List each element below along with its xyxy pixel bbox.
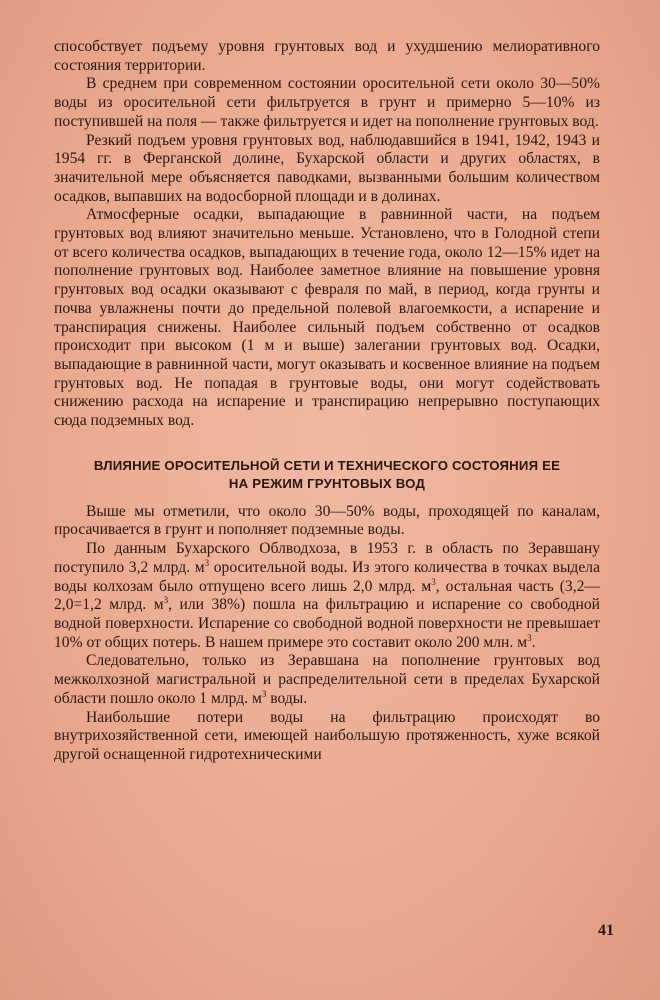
paragraph-7-part-a: Следовательно, только из Зеравшана на пополнение грунтовых вод межколхозной магистральной и распределительной сети в пределах Бухарской области пошло около 1 млрд. м [54,652,600,707]
paragraph-5: Выше мы отметили, что около 30—50% воды, проходящей по каналам, просачивается в грунт и пополняет подземные воды. [54,502,600,539]
paragraph-6-part-c: , остальная часть (3,2—2,0=1,2 млрд. м [54,577,600,614]
paragraph-1: способствует подъему уровня грунтовых вод и ухудшению мелиоративного состояния территории. [54,38,600,74]
section-heading-line-1: ВЛИЯНИЕ ОРОСИТЕЛЬНОЙ СЕТИ И ТЕХНИЧЕСКОГО СОСТОЯНИЯ ЕЕ [93,457,561,473]
page-number: 41 [598,922,614,939]
paragraph-6 [54,540,600,652]
paragraph-7-part-b: воды. [266,689,308,707]
superscript-3: 3 [431,576,436,587]
paragraph-6-part-d: , или 38%) пошла на фильтрацию и испарение со свободной водной поверхности. Испарение со свободной водной поверхности не превышает 10% от общих потерь. В нашем примере это составит около 200 млн. м [54,596,600,651]
superscript-3: 3 [163,595,169,606]
superscript-3: 3 [527,632,532,643]
paragraph-4: Атмосферные осадки, выпадающие в равнинной части, на подъем грунтовых вод влияют значительно меньше. Установлено, что в Голодной степи от всего количества осадков, выпадающих в течение года, около 12—15% идет на пополнение грунтовых вод. Наиболее заметное влияние на повышение уровня грунтовых вод осадки оказывают с февраля по май, в период, когда грунты и почва увлажнены почти до предельной полевой влагоемкости, а испарение и транспирация снижены. Наиболее сильный подъем собственно от осадков происходит при высоком (1 м и выше) залегании грунтовых вод. Осадки, выпадающие в равнинной части, могут оказывать и косвенное влияние на подъем грунтовых вод. Не попадая в грунтовые воды, они могут содействовать снижению расхода на испарение и транспирацию непрерывно поступающих сюда подземных вод. [54,206,600,430]
paragraph-6-part-b: оросительной воды. Из этого количества в точках выдела воды колхозам было отпущено всего лишь 2,0 млрд. м [54,558,600,595]
superscript-3: 3 [204,557,210,568]
section-heading [54,457,600,493]
superscript-3: 3 [261,688,267,699]
paragraph-6-part-a: По данным Бухарского Облводхоза, в 1953 г. в область по Зеравшану поступило 3,2 млрд. м [54,540,600,576]
paragraph-6-part-e: . [531,633,536,651]
paragraph-7 [54,652,600,708]
paragraph-3: Резкий подъем уровня грунтовых вод, наблюдавшийся в 1941, 1942, 1943 и 1954 гг. в Ферганской долине, Бухарской области и других областях, в значительной мере объясняется паводками, вызванными большим количеством осадков, выпавших на водосборной площади и в долинах. [54,131,600,205]
section-heading-line-2: НА РЕЖИМ ГРУНТОВЫХ ВОД [228,475,426,491]
page-text [54,38,600,765]
paragraph-2: В среднем при современном состоянии оросительной сети около 30—50% воды из оросительной сети фильтруется в грунт и примерно 5—10% из поступившей на поля — также фильтруется и идет на пополнение грунтовых вод. [54,75,600,130]
paragraph-8: Наибольшие потери воды на фильтрацию происходят во внутрихозяйственной сети, имеющей наибольшую протяженность, хуже всякой другой оснащенной гидротехническими [54,708,600,763]
